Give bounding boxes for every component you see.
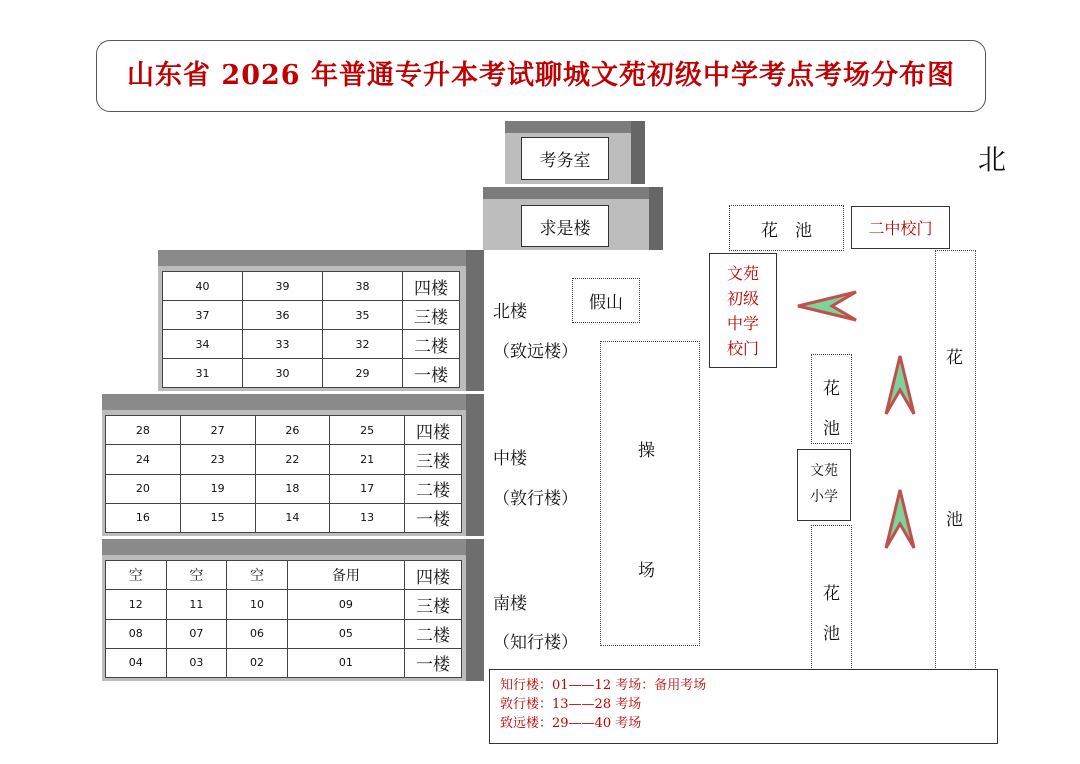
flowerbed-right xyxy=(935,250,976,670)
legend-line-3: 致远楼：29——40 考场 xyxy=(500,716,642,731)
flowerbed-low-line-2: 池 xyxy=(823,624,840,644)
flowerbed-top: 花 池 xyxy=(729,205,844,251)
table-row xyxy=(106,416,462,445)
room-cell: 06 xyxy=(227,619,288,648)
room-cell: 04 xyxy=(106,648,167,677)
floor-cell: 四楼 xyxy=(405,561,462,590)
room-cell: 34 xyxy=(163,330,243,359)
flowerbed-low-line-1: 花 xyxy=(823,584,840,604)
room-cell: 29 xyxy=(323,359,403,388)
room-cell: 空 xyxy=(227,561,288,590)
left-arrow-icon xyxy=(796,290,860,322)
page-title: 山东省 2026 年普通专升本考试聊城文苑初级中学考点考场分布图 xyxy=(127,60,955,91)
room-cell: 12 xyxy=(106,590,167,619)
table-row xyxy=(163,330,460,359)
floor-cell: 三楼 xyxy=(405,445,462,474)
qiushi-block xyxy=(483,187,663,250)
middle-building-grid xyxy=(105,415,462,533)
room-cell: 31 xyxy=(163,359,243,388)
floor-cell: 一楼 xyxy=(403,359,460,388)
room-cell: 03 xyxy=(166,648,227,677)
legend-line-2: 敦行楼：13——28 考场 xyxy=(500,697,642,712)
room-cell: 空 xyxy=(106,561,167,590)
table-row xyxy=(106,619,462,648)
floor-cell: 二楼 xyxy=(403,330,460,359)
room-cell: 26 xyxy=(255,416,330,445)
flowerbed-mid xyxy=(811,354,852,444)
room-cell: 36 xyxy=(243,301,323,330)
flowerbed-right-line-2: 池 xyxy=(946,510,963,530)
room-cell: 40 xyxy=(163,272,243,301)
floor-cell: 四楼 xyxy=(403,272,460,301)
room-cell: 32 xyxy=(323,330,403,359)
north-indicator: 北 xyxy=(978,143,1007,176)
room-cell: 空 xyxy=(166,561,227,590)
room-cell: 37 xyxy=(163,301,243,330)
up-arrow-icon xyxy=(884,354,916,418)
room-cell: 24 xyxy=(106,445,181,474)
exam-office-block xyxy=(505,121,645,184)
school-gate-line-2: 初级 xyxy=(726,289,759,308)
table-row xyxy=(163,301,460,330)
table-row xyxy=(106,445,462,474)
table-row xyxy=(106,590,462,619)
floor-cell: 三楼 xyxy=(405,590,462,619)
legend xyxy=(489,669,998,744)
up-arrow-icon xyxy=(884,488,916,552)
room-cell: 21 xyxy=(330,445,405,474)
exam-office-label: 考务室 xyxy=(521,137,609,180)
north-building-alias: （致远楼） xyxy=(493,342,578,362)
room-cell: 10 xyxy=(227,590,288,619)
gate-no2: 二中校门 xyxy=(851,206,950,249)
room-cell: 09 xyxy=(287,590,404,619)
middle-building-name: 中楼 xyxy=(493,449,527,469)
room-cell: 33 xyxy=(243,330,323,359)
room-cell: 28 xyxy=(106,416,181,445)
room-cell: 16 xyxy=(106,503,181,532)
flowerbed-mid-line-2: 池 xyxy=(823,419,840,439)
primary-school-line-1: 文苑 xyxy=(810,463,838,479)
floor-cell: 一楼 xyxy=(405,648,462,677)
room-cell: 27 xyxy=(180,416,255,445)
table-row xyxy=(106,648,462,677)
room-cell: 01 xyxy=(287,648,404,677)
table-row xyxy=(106,503,462,532)
room-cell: 22 xyxy=(255,445,330,474)
flowerbed-mid-line-1: 花 xyxy=(823,379,840,399)
table-row xyxy=(106,561,462,590)
north-building-name: 北楼 xyxy=(493,302,527,322)
room-cell: 11 xyxy=(166,590,227,619)
table-row xyxy=(163,272,460,301)
floor-cell: 一楼 xyxy=(405,503,462,532)
room-cell: 25 xyxy=(330,416,405,445)
primary-school-line-2: 小学 xyxy=(810,489,838,505)
room-cell: 35 xyxy=(323,301,403,330)
playground-label-2: 场 xyxy=(638,561,655,581)
school-gate-line-4: 校门 xyxy=(726,339,759,358)
room-cell: 08 xyxy=(106,619,167,648)
room-cell: 30 xyxy=(243,359,323,388)
flowerbed-low xyxy=(811,525,852,670)
playground xyxy=(600,341,700,646)
primary-school xyxy=(797,449,851,521)
school-gate-line-1: 文苑 xyxy=(726,264,759,283)
room-cell: 02 xyxy=(227,648,288,677)
room-cell: 19 xyxy=(180,474,255,503)
qiushi-label: 求是楼 xyxy=(521,205,609,247)
floor-cell: 二楼 xyxy=(405,474,462,503)
south-building-grid xyxy=(105,560,462,678)
table-row xyxy=(106,474,462,503)
floor-cell: 四楼 xyxy=(405,416,462,445)
floor-cell: 二楼 xyxy=(405,619,462,648)
room-cell: 备用 xyxy=(287,561,404,590)
room-cell: 13 xyxy=(330,503,405,532)
middle-building-alias: （敦行楼） xyxy=(493,489,578,509)
school-gate xyxy=(709,253,777,368)
room-cell: 17 xyxy=(330,474,405,503)
flowerbed-right-line-1: 花 xyxy=(946,348,963,368)
room-cell: 18 xyxy=(255,474,330,503)
playground-label-1: 操 xyxy=(638,441,655,461)
room-cell: 23 xyxy=(180,445,255,474)
south-building-alias: （知行楼） xyxy=(493,633,578,653)
floor-cell: 三楼 xyxy=(403,301,460,330)
table-row xyxy=(163,359,460,388)
room-cell: 14 xyxy=(255,503,330,532)
room-cell: 39 xyxy=(243,272,323,301)
south-building-name: 南楼 xyxy=(493,594,527,614)
school-gate-line-3: 中学 xyxy=(726,314,759,333)
rockery: 假山 xyxy=(572,278,640,323)
room-cell: 20 xyxy=(106,474,181,503)
room-cell: 05 xyxy=(287,619,404,648)
room-cell: 38 xyxy=(323,272,403,301)
legend-line-1: 知行楼：01——12 考场：备用考场 xyxy=(500,678,707,693)
room-cell: 07 xyxy=(166,619,227,648)
room-cell: 15 xyxy=(180,503,255,532)
north-building-grid xyxy=(162,271,460,388)
